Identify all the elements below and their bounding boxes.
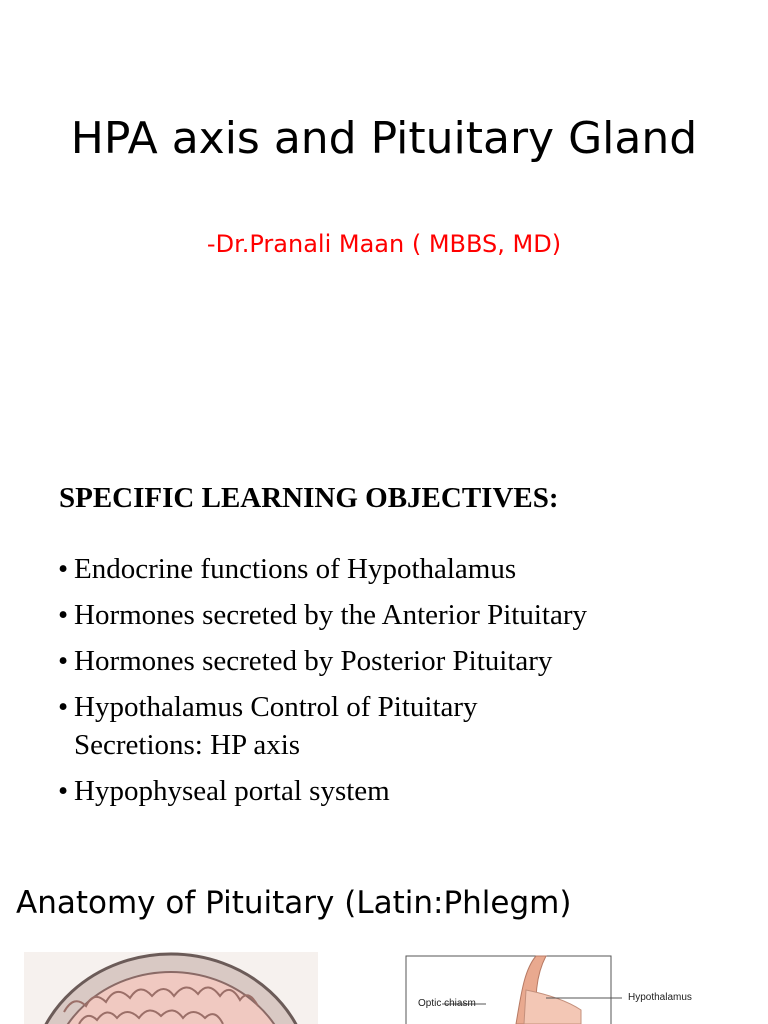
objective-text: Endocrine functions of Hypothalamus: [74, 553, 517, 585]
bullet-icon: •: [58, 775, 69, 807]
slide-subtitle-author: -Dr.Pranali Maan ( MBBS, MD): [206, 230, 562, 258]
title-slide: [0, 0, 768, 440]
pituitary-figure: [396, 950, 726, 1024]
objective-item: [58, 772, 748, 810]
pituitary-drawing: [396, 950, 726, 1024]
objective-text: Hypophyseal portal system: [74, 775, 390, 807]
brain-illustration: [24, 952, 318, 1024]
objective-item: [58, 642, 748, 680]
anatomy-slide-title: Anatomy of Pituitary (Latin:Phlegm): [16, 885, 572, 921]
objective-item: [58, 688, 748, 764]
bullet-icon: •: [58, 691, 69, 723]
slide-title: HPA axis and Pituitary Gland: [70, 113, 698, 164]
bullet-icon: •: [58, 553, 69, 585]
label-optic-chiasm: Optic chiasm: [418, 998, 476, 1009]
bullet-icon: •: [58, 645, 69, 677]
objective-item: [58, 550, 748, 588]
bullet-icon: •: [58, 599, 69, 631]
objectives-heading: SPECIFIC LEARNING OBJECTIVES:: [59, 482, 559, 514]
objective-text: Hypothalamus Control of Pituitary Secretions: HP axis: [74, 691, 478, 761]
label-hypothalamus: Hypothalamus: [628, 992, 692, 1003]
objectives-list: [58, 550, 748, 818]
brain-drawing: [24, 952, 318, 1024]
objective-item: [58, 596, 748, 634]
objective-text: Hormones secreted by the Anterior Pituitary: [74, 599, 588, 631]
objective-text: Hormones secreted by Posterior Pituitary: [74, 645, 553, 677]
